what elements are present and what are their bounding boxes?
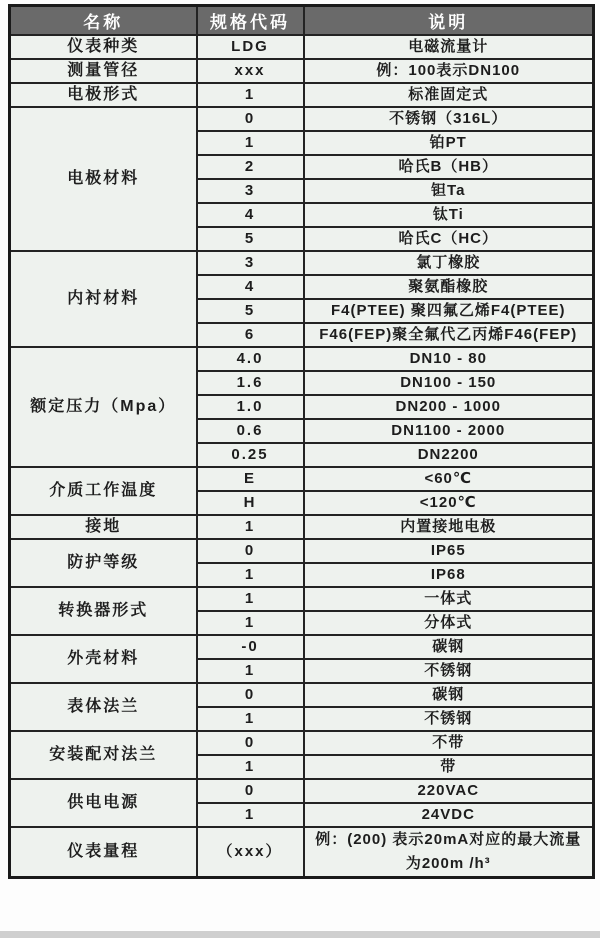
spec-desc-cell: 碳钢 — [304, 635, 594, 659]
spec-desc-cell: DN10 - 80 — [304, 347, 594, 371]
spec-code-cell: 2 — [197, 155, 304, 179]
spec-code-cell: 3 — [197, 251, 304, 275]
spec-name-cell: 仪表种类 — [10, 35, 197, 59]
table-row — [10, 587, 594, 611]
spec-code-cell: 4.0 — [197, 347, 304, 371]
spec-name-cell: 介质工作温度 — [10, 467, 197, 515]
spec-name-cell: 额定压力（Mpa） — [10, 347, 197, 467]
table-row — [10, 731, 594, 755]
spec-code-cell: 1 — [197, 803, 304, 827]
spec-desc-cell: 哈氏C（HC） — [304, 227, 594, 251]
table-row — [10, 35, 594, 59]
spec-desc-cell: 不锈钢 — [304, 707, 594, 731]
table-row — [10, 59, 594, 83]
spec-desc-cell: 氯丁橡胶 — [304, 251, 594, 275]
spec-code-cell: -0 — [197, 635, 304, 659]
spec-desc-cell: F4(PTEE) 聚四氟乙烯F4(PTEE) — [304, 299, 594, 323]
table-row — [10, 635, 594, 659]
table-row — [10, 683, 594, 707]
spec-code-cell: 1 — [197, 707, 304, 731]
spec-code-cell: 6 — [197, 323, 304, 347]
spec-code-cell: LDG — [197, 35, 304, 59]
spec-code-cell: 5 — [197, 227, 304, 251]
spec-code-cell: 1 — [197, 83, 304, 107]
spec-code-cell: 0 — [197, 683, 304, 707]
spec-code-cell: 0 — [197, 539, 304, 563]
spec-code-cell: 4 — [197, 275, 304, 299]
spec-desc-cell: DN100 - 150 — [304, 371, 594, 395]
table-row — [10, 515, 594, 539]
spec-name-cell: 接地 — [10, 515, 197, 539]
spec-desc-cell: 钽Ta — [304, 179, 594, 203]
spec-name-cell: 仪表量程 — [10, 827, 197, 878]
spec-desc-cell: 不带 — [304, 731, 594, 755]
spec-desc-cell: DN200 - 1000 — [304, 395, 594, 419]
spec-code-cell: 1 — [197, 659, 304, 683]
spec-code-cell: xxx — [197, 59, 304, 83]
flowmeter-spec-table — [8, 4, 595, 879]
spec-table-body — [10, 35, 594, 878]
spec-desc-cell: 铂PT — [304, 131, 594, 155]
spec-code-cell: 4 — [197, 203, 304, 227]
spec-desc-cell: 24VDC — [304, 803, 594, 827]
spec-name-cell: 电极材料 — [10, 107, 197, 251]
spec-code-cell: 1 — [197, 131, 304, 155]
spec-name-cell: 供电电源 — [10, 779, 197, 827]
spec-desc-cell: 不锈钢（316L） — [304, 107, 594, 131]
spec-code-cell: 1 — [197, 587, 304, 611]
table-header — [10, 6, 594, 36]
spec-desc-cell: 聚氨酯橡胶 — [304, 275, 594, 299]
spec-code-cell: 5 — [197, 299, 304, 323]
spec-desc-cell: <120℃ — [304, 491, 594, 515]
spec-name-cell: 测量管径 — [10, 59, 197, 83]
spec-desc-cell: 电磁流量计 — [304, 35, 594, 59]
spec-name-cell: 外壳材料 — [10, 635, 197, 683]
spec-name-cell: 转换器形式 — [10, 587, 197, 635]
table-row — [10, 539, 594, 563]
spec-desc-cell: DN2200 — [304, 443, 594, 467]
spec-code-cell: 1 — [197, 755, 304, 779]
spec-code-cell: 1 — [197, 611, 304, 635]
spec-desc-cell: 标准固定式 — [304, 83, 594, 107]
spec-desc-cell: 分体式 — [304, 611, 594, 635]
table-row — [10, 251, 594, 275]
spec-code-cell: 0.25 — [197, 443, 304, 467]
table-row — [10, 107, 594, 131]
spec-desc-cell: IP68 — [304, 563, 594, 587]
spec-code-cell: 0.6 — [197, 419, 304, 443]
spec-desc-cell: IP65 — [304, 539, 594, 563]
spec-desc-cell: 不锈钢 — [304, 659, 594, 683]
spec-desc-cell: 带 — [304, 755, 594, 779]
spec-code-cell: 1 — [197, 563, 304, 587]
spec-code-cell: 1.6 — [197, 371, 304, 395]
header-desc: 说明 — [304, 6, 594, 36]
spec-code-cell: 1.0 — [197, 395, 304, 419]
header-code: 规格代码 — [197, 6, 304, 36]
spec-desc-cell: 例：100表示DN100 — [304, 59, 594, 83]
table-row — [10, 83, 594, 107]
spec-code-cell: H — [197, 491, 304, 515]
table-row — [10, 467, 594, 491]
spec-desc-cell: 内置接地电极 — [304, 515, 594, 539]
spec-name-cell: 表体法兰 — [10, 683, 197, 731]
table-row — [10, 827, 594, 878]
page-bottom-strip — [0, 931, 600, 938]
spec-code-cell: （xxx） — [197, 827, 304, 878]
header-name: 名称 — [10, 6, 197, 36]
spec-name-cell: 安装配对法兰 — [10, 731, 197, 779]
spec-desc-cell: <60℃ — [304, 467, 594, 491]
table-row — [10, 779, 594, 803]
spec-desc-cell: DN1100 - 2000 — [304, 419, 594, 443]
spec-desc-cell: 220VAC — [304, 779, 594, 803]
spec-name-cell: 防护等级 — [10, 539, 197, 587]
table-row — [10, 347, 594, 371]
spec-code-cell: 3 — [197, 179, 304, 203]
header-row — [10, 6, 594, 36]
spec-code-cell: 0 — [197, 779, 304, 803]
spec-desc-cell: 一体式 — [304, 587, 594, 611]
spec-desc-cell: 碳钢 — [304, 683, 594, 707]
spec-code-cell: 1 — [197, 515, 304, 539]
spec-code-cell: 0 — [197, 107, 304, 131]
spec-desc-cell: 哈氏B（HB） — [304, 155, 594, 179]
spec-desc-cell: 例：(200) 表示20mA对应的最大流量为200m /h³ — [304, 827, 594, 878]
spec-name-cell: 电极形式 — [10, 83, 197, 107]
spec-desc-cell: 钛Ti — [304, 203, 594, 227]
spec-desc-cell: F46(FEP)聚全氟代乙丙烯F46(FEP) — [304, 323, 594, 347]
spec-code-cell: E — [197, 467, 304, 491]
spec-code-cell: 0 — [197, 731, 304, 755]
spec-name-cell: 内衬材料 — [10, 251, 197, 347]
